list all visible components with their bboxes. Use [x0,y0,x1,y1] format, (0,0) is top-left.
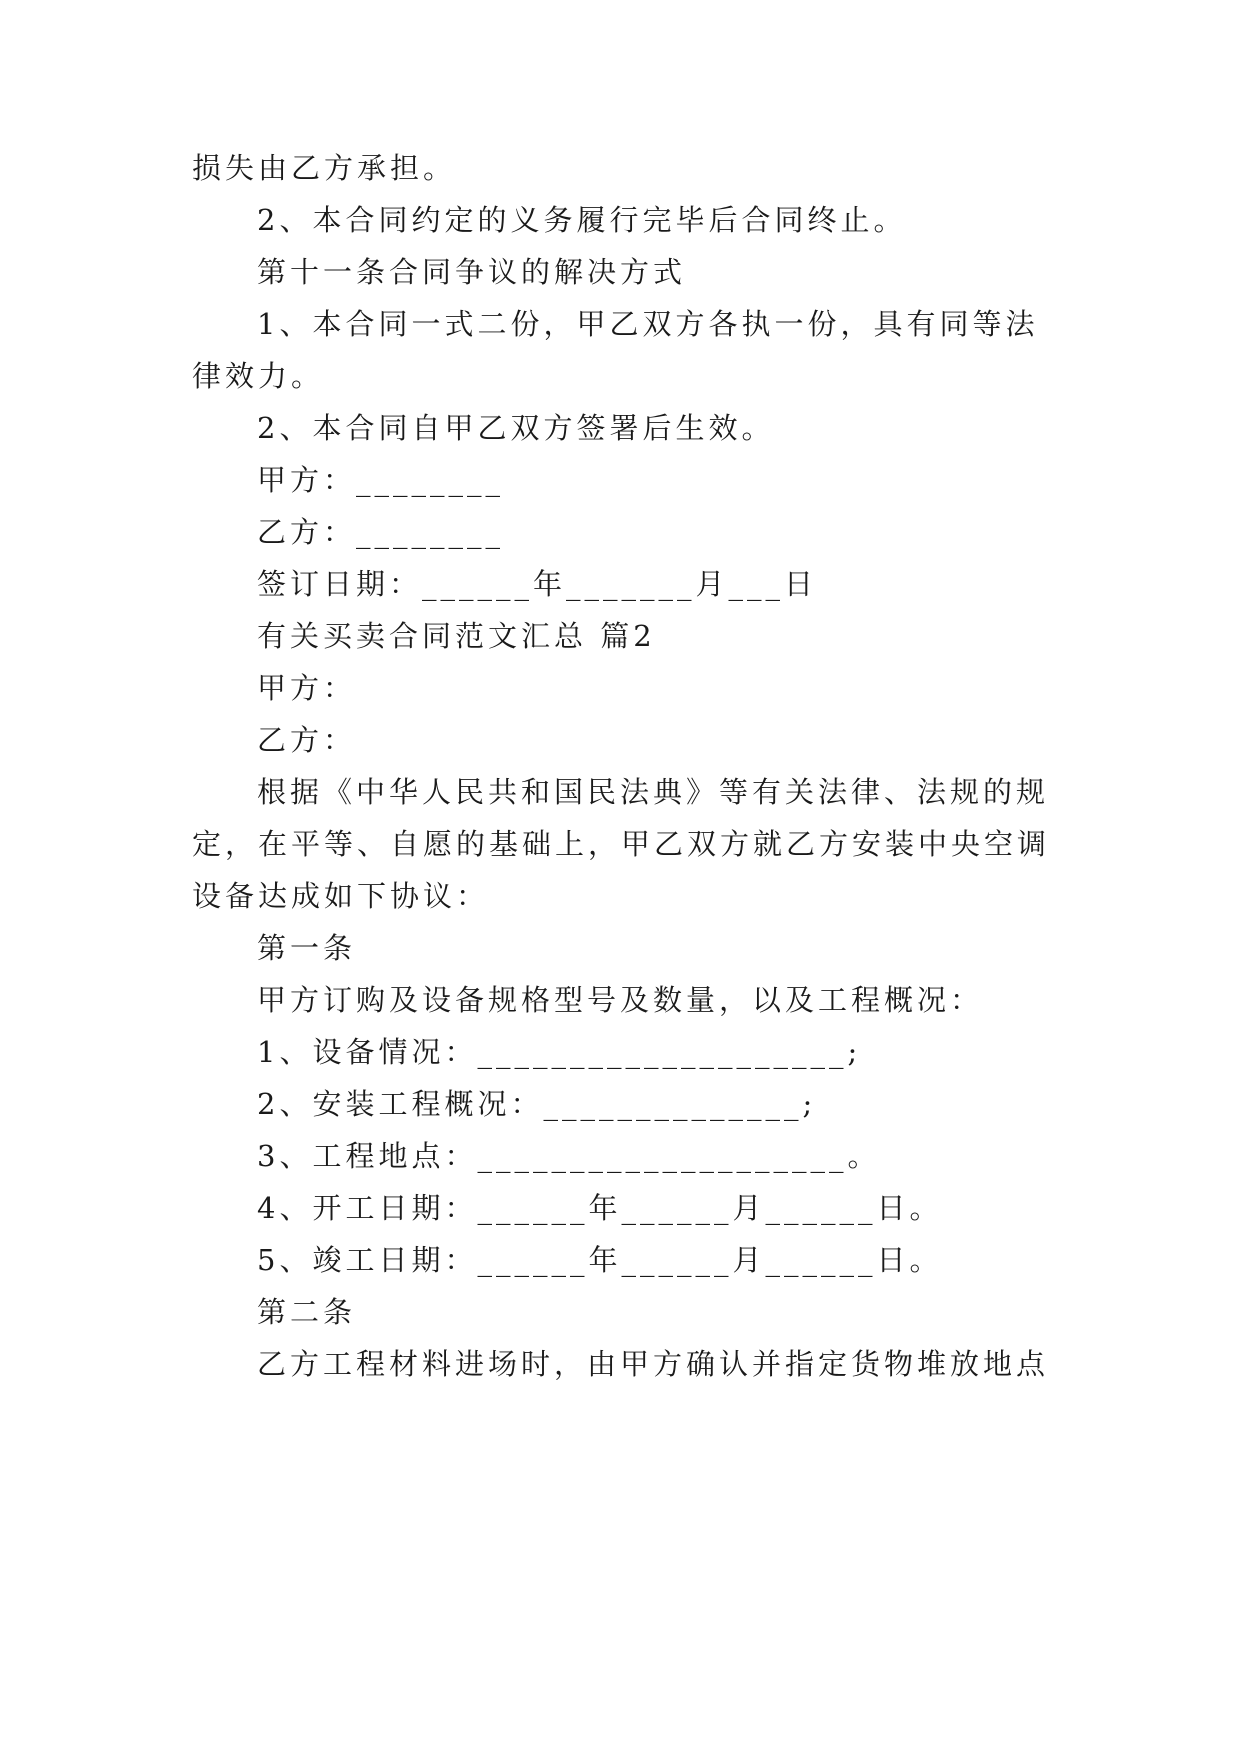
list-item: 4、开工日期：______年______月______日。 [257,1191,943,1225]
list-item: 5、竣工日期：______年______月______日。 [257,1243,943,1277]
paragraph-line: 律效力。 [192,359,325,393]
list-item: 2、安装工程概况：______________; [257,1087,817,1121]
paragraph-line: 乙方工程材料进场时，由甲方确认并指定货物堆放地点 [257,1347,1050,1381]
paragraph-line: 损失由乙方承担。 [192,151,457,185]
document-subtitle: 有关买卖合同范文汇总 篇2 [257,619,656,653]
paragraph-line: 2、本合同约定的义务履行完毕后合同终止。 [257,203,907,237]
party-b-signature-line: 乙方：________ [257,515,505,549]
article-heading: 第一条 [257,931,357,965]
party-a-signature-line: 甲方：________ [257,463,505,497]
list-item: 3、工程地点：____________________。 [257,1139,881,1173]
article-heading: 第二条 [257,1295,357,1329]
paragraph-line: 2、本合同自甲乙双方签署后生效。 [257,411,775,445]
paragraph-line: 根据《中华人民共和国民法典》等有关法律、法规的规 [257,775,1050,809]
section-heading: 第十一条合同争议的解决方式 [257,255,687,289]
party-a-label: 甲方： [257,671,357,705]
party-b-label: 乙方： [257,723,357,757]
paragraph-line: 设备达成如下协议： [192,879,490,913]
list-item: 1、设备情况：____________________; [257,1035,862,1069]
paragraph-line: 甲方订购及设备规格型号及数量，以及工程概况： [257,983,984,1017]
signing-date-line: 签订日期：______年_______月___日 [257,567,818,601]
paragraph-line: 定，在平等、自愿的基础上，甲乙双方就乙方安装中央空调 [192,827,1051,861]
paragraph-line: 1、本合同一式二份，甲乙双方各执一份，具有同等法 [257,307,1039,341]
